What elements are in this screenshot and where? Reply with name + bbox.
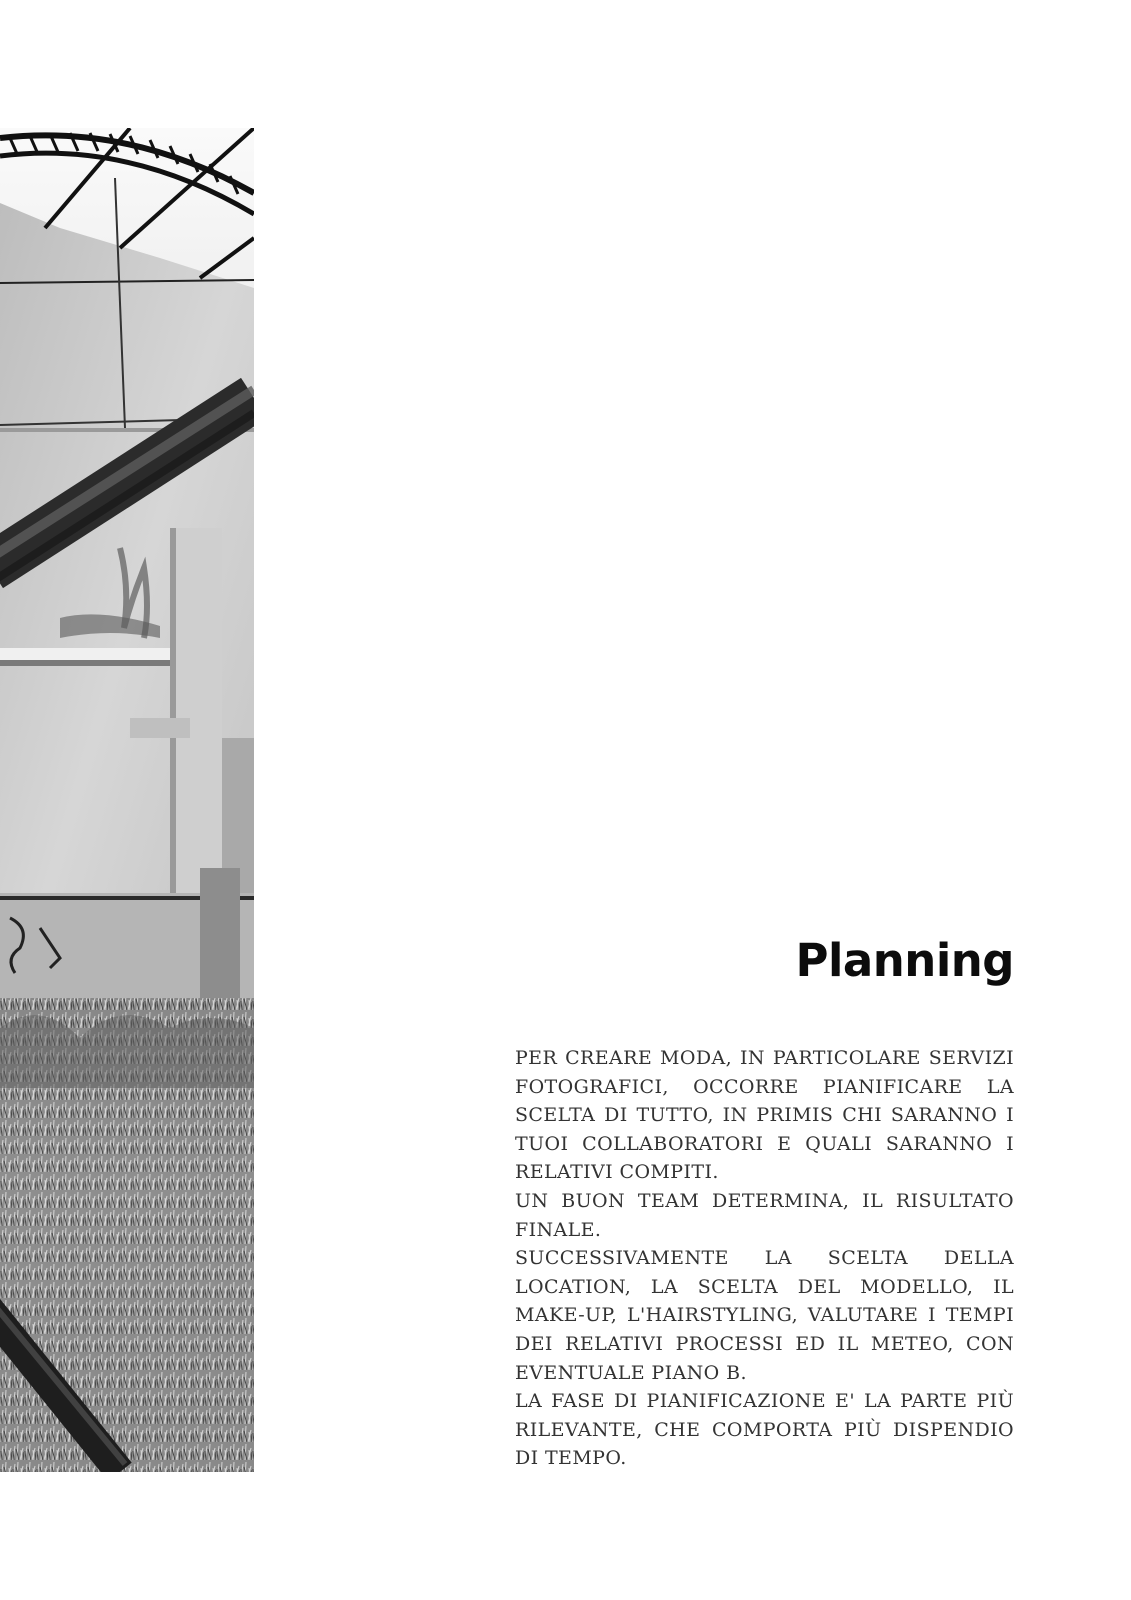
paragraph: UN BUON TEAM DETERMINA, IL RISULTATO FINALE. xyxy=(515,1189,1014,1241)
paragraph: SUCCESSIVAMENTE LA SCELTA DELLA LOCATION, LA SCELTA DEL MODELLO, IL MAKE-UP, L'HAIRSTYLING, VALUTARE I TEMPI DEI RELATIVI PROCESSI ED IL METEO, CON EVENTUALE PIANO B. xyxy=(515,1247,1014,1384)
body-text xyxy=(515,1044,1014,1473)
paragraph: LA FASE DI PIANIFICAZIONE E' LA PARTE PIÙ RILEVANTE, CHE COMPORTA PIÙ DISPENDIO DI TEMPO. xyxy=(515,1390,1014,1470)
abandoned-building-photo xyxy=(0,128,254,1472)
paragraph: PER CREARE MODA, IN PARTICOLARE SERVIZI FOTOGRAFICI, OCCORRE PIANIFICARE LA SCELTA DI TUTTO, IN PRIMIS CHI SARANNO I TUOI COLLABORATORI E QUALI SARANNO I RELATIVI COMPITI. xyxy=(515,1047,1014,1184)
page-title: Planning xyxy=(795,934,1014,987)
photo-illustration xyxy=(0,128,254,1472)
